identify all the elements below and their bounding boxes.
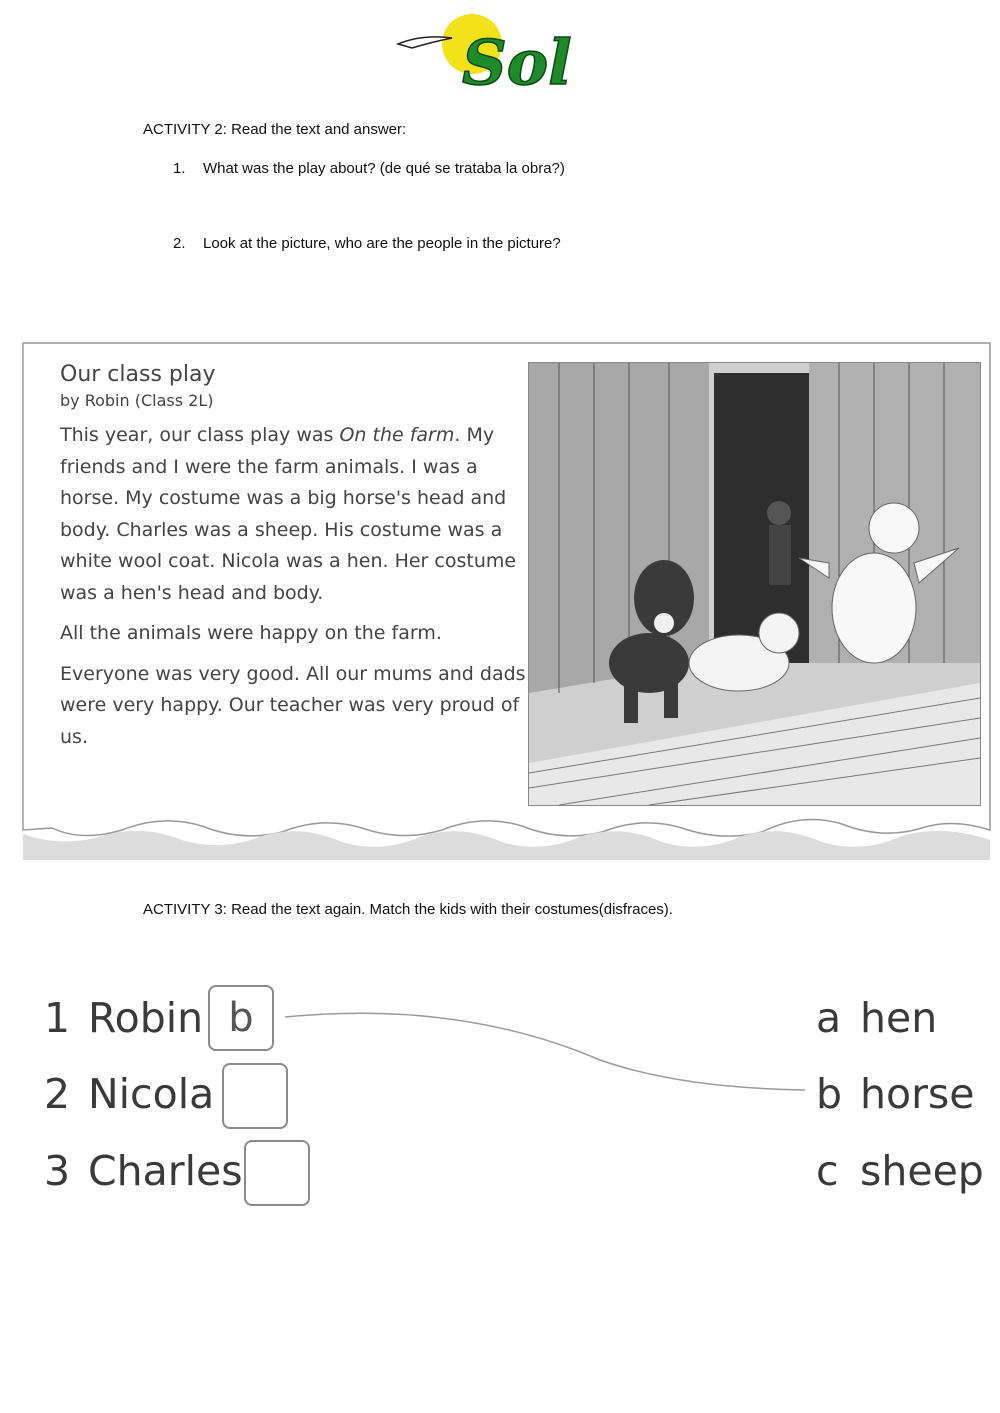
question-text: Look at the picture, who are the people in the picture?	[203, 235, 561, 252]
story-paragraph-1: This year, our class play was On the farm. My friends and I were the farm animals. I was a horse. My costume was a big horse's head and body. Charles was a sheep. His costume was a white wool coat. Nicola was a hen. Her costume was a hen's head and body.	[60, 424, 517, 604]
story-title: Our class play	[60, 362, 216, 387]
kid-name: Charles	[88, 1147, 243, 1195]
question-text: What was the play about? (de qué se trataba la obra?)	[203, 160, 565, 177]
story-byline: by Robin (Class 2L)	[60, 391, 214, 410]
activity3-heading: ACTIVITY 3: Read the text again. Match the kids with their costumes(disfraces).	[143, 901, 673, 918]
kid-name: Robin	[88, 994, 204, 1042]
question-number: 2.	[173, 235, 186, 252]
costume-letter: b	[816, 1070, 843, 1118]
costume-letter: a	[816, 994, 842, 1042]
kid-number: 1	[44, 994, 71, 1042]
costume-letter: c	[816, 1147, 839, 1195]
activity2-heading: ACTIVITY 2: Read the text and answer:	[143, 121, 407, 138]
costume-word: hen	[860, 994, 938, 1042]
kid-number: 2	[44, 1070, 71, 1118]
kid-number: 3	[44, 1147, 71, 1195]
answer-box-robin[interactable]: b	[208, 985, 274, 1051]
kid-name: Nicola	[88, 1070, 215, 1118]
question-number: 1.	[173, 160, 186, 177]
logo-text: Sol	[462, 26, 572, 99]
story-paragraph-2: All the animals were happy on the farm.	[60, 622, 442, 644]
costume-word: sheep	[860, 1147, 984, 1195]
costume-word: horse	[860, 1070, 975, 1118]
story-paragraph-3: Everyone was very good. All our mums and dads were very happy. Our teacher was very proud of us.	[60, 662, 526, 748]
